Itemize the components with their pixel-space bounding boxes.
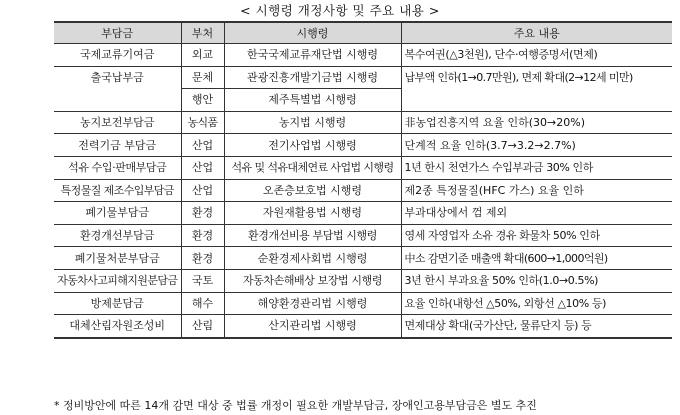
charge-cell: 자동차사고피해지원분담금 — [54, 269, 181, 292]
content-cell: 영세 자영업자 소유 경유 화물차 50% 인하 — [401, 224, 672, 247]
ministry-cell: 산업 — [181, 134, 224, 157]
charge-cell: 국제교류기여금 — [54, 44, 181, 67]
page-title: < 시행령 개정사항 및 주요 내용 > — [240, 3, 440, 18]
charge-cell: 환경개선부담금 — [54, 224, 181, 247]
content-cell: 1년 한시 천연가스 수입부과금 30% 인하 — [401, 156, 672, 179]
decree-cell: 오존층보호법 시행령 — [224, 179, 401, 202]
ministry-cell: 해수 — [181, 292, 224, 315]
table-row — [54, 66, 672, 89]
table-row — [54, 134, 672, 157]
charge-cell: 폐기물처분부담금 — [54, 247, 181, 270]
table-row — [54, 292, 672, 315]
table-row — [54, 179, 672, 202]
decree-cell: 전기사업법 시행령 — [224, 134, 401, 157]
charge-cell: 폐기물부담금 — [54, 202, 181, 225]
table-row — [54, 224, 672, 247]
ministry-cell: 국토 — [181, 269, 224, 292]
charge-cell: 석유 수입·판매부담금 — [54, 156, 181, 179]
table-row — [54, 315, 672, 338]
header-content: 주요 내용 — [401, 22, 672, 44]
ministry-cell: 외교 — [181, 44, 224, 67]
table-row — [54, 44, 672, 67]
decree-cell: 해양환경관리법 시행령 — [224, 292, 401, 315]
content-cell: 非농업진흥지역 요율 인하(30→20%) — [401, 111, 672, 134]
table-row — [54, 202, 672, 225]
header-ministry: 부처 — [181, 22, 224, 44]
content-cell: 부과대상에서 껌 제외 — [401, 202, 672, 225]
charge-cell: 농지보전부담금 — [54, 111, 181, 134]
ministry-cell: 문체 — [181, 66, 224, 89]
decree-cell: 순환경제사회법 시행령 — [224, 247, 401, 270]
decree-cell: 환경개선비용 부담법 시행령 — [224, 224, 401, 247]
ministry-cell: 산림 — [181, 315, 224, 338]
decree-revision-table — [54, 21, 672, 339]
content-cell: 요율 인하(내항선 △50%, 외항선 △10% 등) — [401, 292, 672, 315]
content-cell: 3년 한시 부과요율 50% 인하(1.0→0.5%) — [401, 269, 672, 292]
content-cell: 中소 감면기준 매출액 확대(600→1,000억원) — [401, 247, 672, 270]
table-header-row — [54, 22, 672, 44]
content-cell: 제2종 특정물질(HFC 가스) 요율 인하 — [401, 179, 672, 202]
table-row — [54, 156, 672, 179]
header-decree: 시행령 — [224, 22, 401, 44]
content-cell: 납부액 인하(1→0.7만원), 면제 확대(2→12세 미만) — [401, 66, 672, 111]
charge-cell: 출국납부금 — [54, 66, 181, 111]
decree-cell: 석유 및 석유대체연료 사업법 시행령 — [224, 156, 401, 179]
decree-cell: 관광진흥개발기금법 시행령 — [224, 66, 401, 89]
decree-cell: 제주특별법 시행령 — [224, 89, 401, 112]
header-charge: 부담금 — [54, 22, 181, 44]
ministry-cell: 산업 — [181, 179, 224, 202]
ministry-cell: 환경 — [181, 224, 224, 247]
table-row — [54, 247, 672, 270]
content-cell: 단계적 요율 인하(3.7→3.2→2.7%) — [401, 134, 672, 157]
footnote: * 정비방안에 따른 14개 감면 대상 중 법률 개정이 필요한 개발부담금, 장애인고용부담금은 별도 추진 — [54, 399, 537, 412]
content-cell: 면제대상 확대(국가산단, 물류단지 등) 등 — [401, 315, 672, 338]
charge-cell: 대체산림자원조성비 — [54, 315, 181, 338]
ministry-cell: 행안 — [181, 89, 224, 112]
charge-cell: 특정물질 제조수입부담금 — [54, 179, 181, 202]
decree-cell: 한국국제교류재단법 시행령 — [224, 44, 401, 67]
charge-cell: 전력기금 부담금 — [54, 134, 181, 157]
ministry-cell: 환경 — [181, 202, 224, 225]
content-cell: 복수여권(△3천원), 단수·여행증명서(면제) — [401, 44, 672, 67]
decree-cell: 자원재활용법 시행령 — [224, 202, 401, 225]
table-row — [54, 269, 672, 292]
ministry-cell: 산업 — [181, 156, 224, 179]
decree-cell: 자동차손해배상 보장법 시행령 — [224, 269, 401, 292]
table-row — [54, 111, 672, 134]
ministry-cell: 환경 — [181, 247, 224, 270]
decree-cell: 산지관리법 시행령 — [224, 315, 401, 338]
ministry-cell: 농식품 — [181, 111, 224, 134]
charge-cell: 방제분담금 — [54, 292, 181, 315]
decree-cell: 농지법 시행령 — [224, 111, 401, 134]
